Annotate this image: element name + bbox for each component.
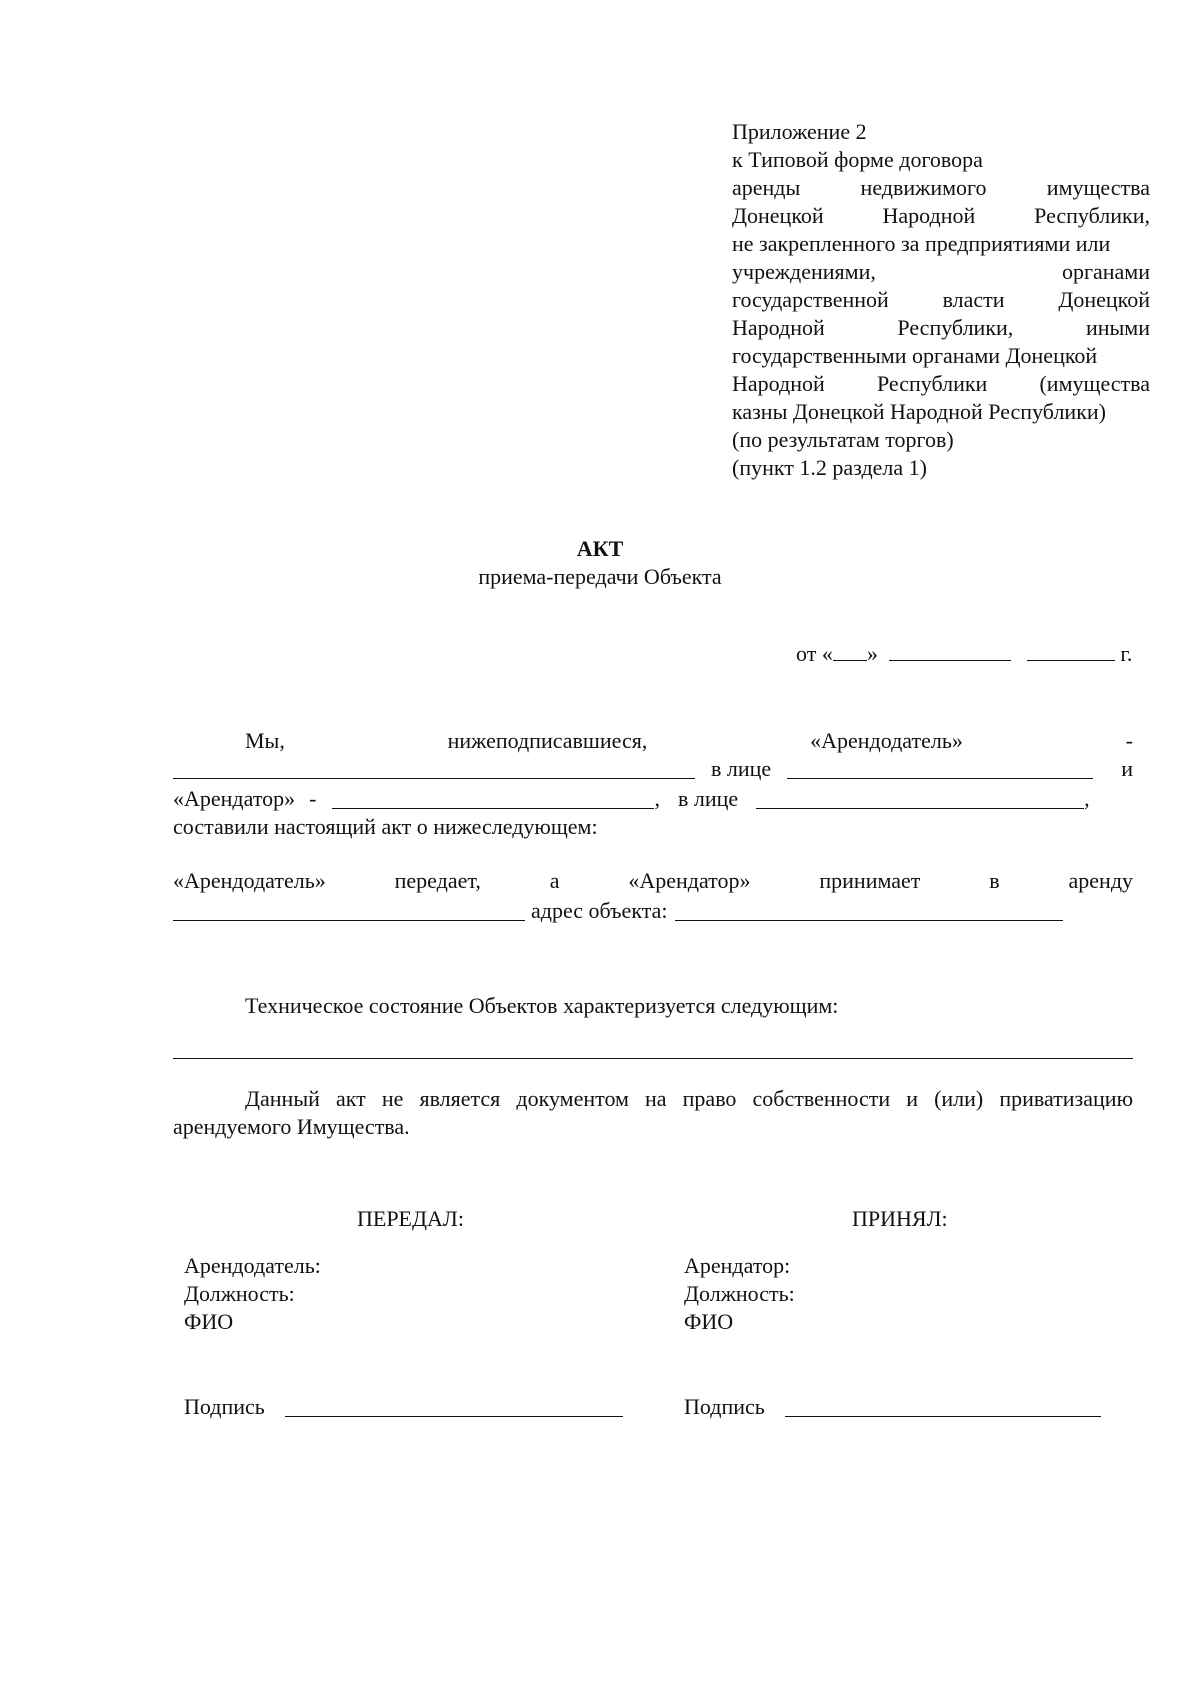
word: передает,: [394, 868, 481, 893]
appendix-line: казны Донецкой Народной Республики): [732, 399, 1106, 424]
appendix-line: не закрепленного за предприятиями или: [732, 231, 1111, 256]
accepted-heading: ПРИНЯЛ:: [852, 1206, 948, 1231]
text-in-person: в лице: [711, 756, 772, 781]
word: имущества: [1046, 175, 1150, 200]
text-lessor: «Арендодатель»: [810, 728, 963, 753]
lessee-signature-line: [684, 1393, 1101, 1421]
date-suffix: г.: [1120, 641, 1133, 666]
month-blank[interactable]: [889, 638, 1011, 661]
transfer-line-2: [173, 897, 1133, 925]
document-subtitle: приема-передачи Объекта: [478, 564, 722, 589]
object-blank[interactable]: [173, 898, 525, 921]
lessor-representative-blank[interactable]: [787, 756, 1093, 779]
appendix-line: [732, 258, 1150, 286]
word: принимает: [819, 868, 921, 893]
word: «Арендатор»: [628, 868, 751, 893]
word: недвижимого: [860, 175, 987, 200]
date-prefix: от «: [796, 641, 833, 666]
word: власти: [942, 287, 1005, 312]
word: иными: [1085, 315, 1150, 340]
text-undersigned: нижеподписавшиеся,: [447, 728, 648, 753]
text-dash: -: [309, 786, 317, 811]
document-title: АКТ: [576, 536, 624, 561]
parties-line-4: [173, 813, 1133, 841]
parties-line-2: [173, 755, 1133, 783]
lessee-name-blank[interactable]: [332, 786, 654, 809]
text-and: и: [1121, 756, 1133, 781]
day-blank[interactable]: [833, 638, 867, 661]
word: а: [549, 868, 560, 893]
lessor-position-label: Должность:: [184, 1281, 295, 1306]
word: Народной: [732, 371, 825, 396]
date-quote: »: [866, 641, 878, 666]
appendix-line: [732, 286, 1150, 314]
text-comma: ,: [654, 786, 660, 811]
lessor-name-blank[interactable]: [173, 756, 695, 779]
word: в: [989, 868, 1000, 893]
appendix-line: [732, 174, 1150, 202]
appendix-line: [732, 314, 1150, 342]
text-lessee: «Арендатор»: [173, 786, 296, 811]
lessor-role-label: Арендодатель:: [184, 1253, 321, 1278]
disclaimer-text: Данный акт не является документом на право собственности и (или) приватизацию арендуемого Имущества.: [173, 1086, 1133, 1139]
lessee-signature-blank[interactable]: [785, 1394, 1101, 1417]
transfer-line-1: [173, 867, 1133, 895]
appendix-line: (пункт 1.2 раздела 1): [732, 455, 927, 480]
lessor-signature-blank[interactable]: [285, 1394, 623, 1417]
lessor-sign-label: Подпись: [184, 1394, 265, 1419]
technical-state-text: Техническое состояние Объектов характеризуется следующим:: [245, 993, 839, 1018]
lessor-signature-line: [184, 1393, 623, 1421]
object-address-blank[interactable]: [675, 898, 1063, 921]
word: Донецкой: [1058, 287, 1150, 312]
word: «Арендодатель»: [173, 868, 326, 893]
lessee-sign-label: Подпись: [684, 1394, 765, 1419]
word: Народной: [882, 203, 976, 228]
text-comma: ,: [1084, 786, 1090, 811]
text-we: Мы,: [245, 728, 285, 753]
lessee-representative-blank[interactable]: [756, 786, 1084, 809]
word: Республики,: [897, 315, 1014, 340]
appendix-line: (по результатам торгов): [732, 427, 954, 452]
text-compiled: составили настоящий акт о нижеследующем:: [173, 814, 598, 839]
word: Донецкой: [732, 203, 824, 228]
transferred-heading: ПЕРЕДАЛ:: [357, 1206, 464, 1231]
technical-state-blank[interactable]: [173, 1058, 1133, 1059]
word: органами: [1061, 259, 1150, 284]
text-in-person: в лице: [677, 786, 739, 811]
appendix-line: государственными органами Донецкой: [732, 343, 1098, 368]
word: аренду: [1068, 868, 1134, 893]
appendix-line: [732, 202, 1150, 230]
date-line: [796, 638, 1132, 668]
lessee-signature-block: [684, 1252, 795, 1336]
word: Народной: [732, 315, 825, 340]
parties-line-1: [173, 727, 1133, 755]
word: аренды: [732, 175, 801, 200]
word: государственной: [732, 287, 889, 312]
text-address-label: адрес объекта:: [531, 898, 668, 923]
word: Республики,: [1034, 203, 1150, 228]
word: учреждениями,: [732, 259, 876, 284]
appendix-line: к Типовой форме договора: [732, 147, 983, 172]
word: (имущества: [1039, 371, 1150, 396]
word: Республики: [876, 371, 988, 396]
lessor-signature-block: [184, 1252, 321, 1336]
parties-line-3: [173, 785, 1133, 813]
appendix-line: Приложение 2: [732, 119, 867, 144]
text-dash: -: [1125, 728, 1133, 753]
lessor-name-label: ФИО: [184, 1309, 234, 1334]
lessee-role-label: Арендатор:: [684, 1253, 791, 1278]
lessee-position-label: Должность:: [684, 1281, 795, 1306]
year-blank[interactable]: [1027, 638, 1115, 661]
lessee-name-label: ФИО: [684, 1309, 734, 1334]
appendix-line: [732, 370, 1150, 398]
appendix-block: [732, 118, 1150, 482]
